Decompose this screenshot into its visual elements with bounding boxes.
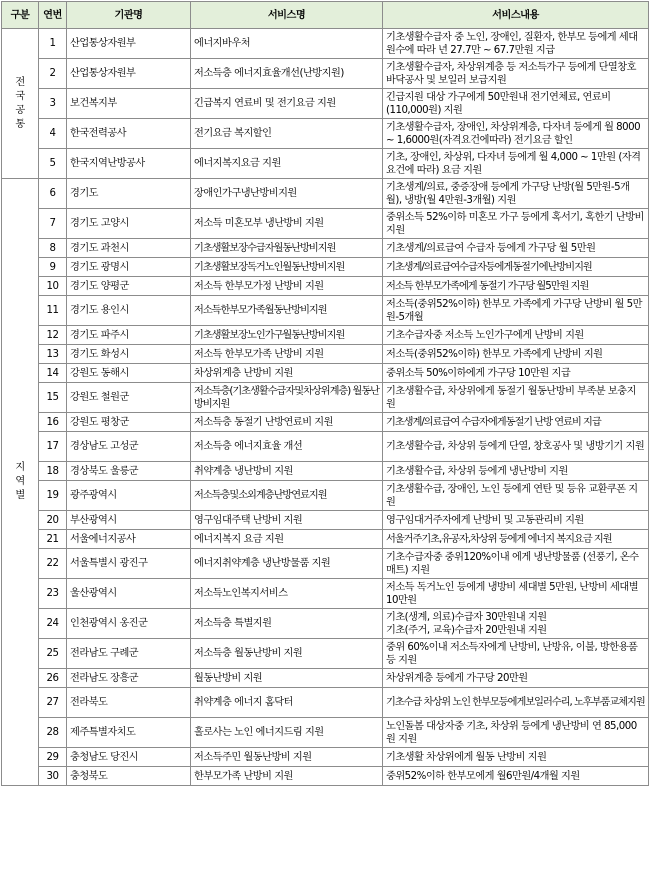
cell-content: 긴급지원 대상 가구에게 50만원내 전기연체료, 연료비(110,000원) 지원 (383, 89, 649, 119)
table-row (2, 530, 649, 549)
table-row (2, 29, 649, 59)
cell-service: 저소득층 동절기 난방연료비 지원 (191, 413, 383, 432)
cell-no: 26 (39, 669, 67, 688)
cell-service: 에너지취약계층 냉난방물품 지원 (191, 549, 383, 579)
cell-service: 기초생활보장독거노인월동난방비지원 (191, 258, 383, 277)
cell-no: 28 (39, 718, 67, 748)
service-table (1, 1, 649, 786)
table-body (2, 29, 649, 786)
cell-agency: 한국지역난방공사 (67, 149, 191, 179)
cell-agency: 충청남도 당진시 (67, 748, 191, 767)
cell-agency: 서울특별시 광진구 (67, 549, 191, 579)
table-row (2, 345, 649, 364)
cell-no: 12 (39, 326, 67, 345)
table-row (2, 119, 649, 149)
cell-service: 저소득층 에너지효율 개선 (191, 432, 383, 462)
cell-agency: 경기도 파주시 (67, 326, 191, 345)
cell-agency: 보건복지부 (67, 89, 191, 119)
header-service: 서비스명 (191, 2, 383, 29)
cell-no: 7 (39, 209, 67, 239)
table-row (2, 59, 649, 89)
cell-content: 기초생계/의료급여 수급자에게동절기 난방 연료비 지급 (383, 413, 649, 432)
cell-agency: 경기도 양평군 (67, 277, 191, 296)
cell-content: 중위소득 52%이하 미혼모 가구 등에게 혹서기, 혹한기 난방비 지원 (383, 209, 649, 239)
table-row (2, 767, 649, 786)
header-content: 서비스내용 (383, 2, 649, 29)
cell-service: 전기요금 복지할인 (191, 119, 383, 149)
cell-agency: 강원도 동해시 (67, 364, 191, 383)
cell-agency: 경기도 화성시 (67, 345, 191, 364)
table-row (2, 179, 649, 209)
header-row (2, 2, 649, 29)
cell-no: 8 (39, 239, 67, 258)
cell-content: 기초, 장애인, 차상위, 다자녀 등에게 월 4,000 ~ 1만원 (자격요건에 따라) 요금 지원 (383, 149, 649, 179)
cell-content: 중위 60%이내 저소득자에게 난방비, 난방유, 이불, 방한용품 등 지원 (383, 639, 649, 669)
cell-agency: 경기도 과천시 (67, 239, 191, 258)
cell-content: 영구임대거주자에게 난방비 및 고동관리비 지원 (383, 511, 649, 530)
table-row (2, 669, 649, 688)
cell-no: 25 (39, 639, 67, 669)
cell-content: 기초생활수급, 차상위 등에게 냉난방비 지원 (383, 462, 649, 481)
cell-content: 기초수급자중 중위120%이내 에게 냉난방물품 (선풍기, 온수매트) 지원 (383, 549, 649, 579)
cell-no: 22 (39, 549, 67, 579)
cell-no: 13 (39, 345, 67, 364)
cell-service: 저소득층 월동난방비 지원 (191, 639, 383, 669)
cell-service: 저소득 한부모가족 난방비 지원 (191, 345, 383, 364)
cell-service: 저소득층 특별지원 (191, 609, 383, 639)
cell-content: 기초수급 차상위 노인 한부모등에게보일러수리, 노후부품교체지원 (383, 688, 649, 718)
cell-content: 기초생계/의료급여수급자등에게동절기에난방비지원 (383, 258, 649, 277)
cell-service: 영구임대주택 난방비 지원 (191, 511, 383, 530)
table-row (2, 748, 649, 767)
cell-agency: 강원도 철원군 (67, 383, 191, 413)
cell-service: 저소득노인복지서비스 (191, 579, 383, 609)
table-row (2, 609, 649, 639)
table-row (2, 364, 649, 383)
cell-content: 저소득 독거노인 등에게 냉방비 세대별 5만원, 난방비 세대별 10만원 (383, 579, 649, 609)
cell-no: 4 (39, 119, 67, 149)
cell-service: 에너지복지요금 지원 (191, 149, 383, 179)
table-row (2, 481, 649, 511)
cell-service: 저소득주민 월동난방비 지원 (191, 748, 383, 767)
cell-content: 기초생활수급, 장애인, 노인 등에게 연탄 및 등유 교환쿠폰 지원 (383, 481, 649, 511)
cell-no: 1 (39, 29, 67, 59)
cell-no: 6 (39, 179, 67, 209)
cell-content: 기초(생계, 의료)수급자 30만원내 지원 기초(주거, 교육)수급자 20만원내 지원 (383, 609, 649, 639)
table-row (2, 149, 649, 179)
cell-agency: 경기도 고양시 (67, 209, 191, 239)
table-row (2, 511, 649, 530)
cell-agency: 충청북도 (67, 767, 191, 786)
cell-content: 노인돌봄 대상자중 기초, 차상위 등에게 냉난방비 연 85,000원 지원 (383, 718, 649, 748)
cell-agency: 제주특별자치도 (67, 718, 191, 748)
cell-service: 저소득층 에너지효율개선(난방지원) (191, 59, 383, 89)
cell-service: 장애인가구냉난방비지원 (191, 179, 383, 209)
cell-no: 14 (39, 364, 67, 383)
cell-service: 저소득층(기초생활수급자및차상위계층) 월동난방비지원 (191, 383, 383, 413)
cell-agency: 산업통상자원부 (67, 59, 191, 89)
group-national: 전국공통 (2, 29, 39, 179)
table-row (2, 277, 649, 296)
cell-content: 기초생활수급, 차상위에게 동절기 월동난방비 부족분 보충지원 (383, 383, 649, 413)
cell-service: 기초생활보장수급자월동난방비지원 (191, 239, 383, 258)
cell-service: 저소득층및소외계층난방연료지원 (191, 481, 383, 511)
cell-service: 기초생활보장노인가구월동난방비지원 (191, 326, 383, 345)
cell-no: 16 (39, 413, 67, 432)
cell-no: 17 (39, 432, 67, 462)
header-agency: 기관명 (67, 2, 191, 29)
cell-agency: 한국전력공사 (67, 119, 191, 149)
cell-service: 차상위계층 난방비 지원 (191, 364, 383, 383)
cell-no: 2 (39, 59, 67, 89)
cell-agency: 경상남도 고성군 (67, 432, 191, 462)
table-row (2, 462, 649, 481)
cell-no: 30 (39, 767, 67, 786)
cell-no: 11 (39, 296, 67, 326)
cell-no: 3 (39, 89, 67, 119)
cell-no: 9 (39, 258, 67, 277)
cell-no: 20 (39, 511, 67, 530)
table-row (2, 579, 649, 609)
cell-agency: 광주광역시 (67, 481, 191, 511)
cell-content: 기초수급자중 저소득 노인가구에게 난방비 지원 (383, 326, 649, 345)
cell-service: 월동난방비 지원 (191, 669, 383, 688)
cell-service: 저소득한부모가족월동난방비지원 (191, 296, 383, 326)
cell-no: 5 (39, 149, 67, 179)
table-row (2, 383, 649, 413)
cell-content: 기초생활수급, 차상위 등에게 단열, 창호공사 및 냉방기기 지원 (383, 432, 649, 462)
cell-agency: 경기도 광명시 (67, 258, 191, 277)
cell-service: 저소득 한부모가정 난방비 지원 (191, 277, 383, 296)
cell-content: 중위52%이하 한부모에게 월6만원/4개월 지원 (383, 767, 649, 786)
cell-agency: 전라남도 장흥군 (67, 669, 191, 688)
table-row (2, 688, 649, 718)
cell-service: 긴급복지 연료비 및 전기요금 지원 (191, 89, 383, 119)
cell-service: 에너지바우처 (191, 29, 383, 59)
cell-no: 18 (39, 462, 67, 481)
cell-service: 홀로사는 노인 에너지드림 지원 (191, 718, 383, 748)
cell-service: 취약계층 에너지 홈닥터 (191, 688, 383, 718)
cell-content: 기초생활수급자, 장애인, 차상위계층, 다자녀 등에게 월 8000 ~ 1,6000원(자격요건에따라) 전기요금 할인 (383, 119, 649, 149)
cell-agency: 강원도 평창군 (67, 413, 191, 432)
cell-content: 저소득 한부모가족에게 동절기 가구당 월5만원 지원 (383, 277, 649, 296)
table-row (2, 639, 649, 669)
cell-no: 29 (39, 748, 67, 767)
cell-service: 취약계층 냉난방비 지원 (191, 462, 383, 481)
table-row (2, 413, 649, 432)
cell-no: 24 (39, 609, 67, 639)
table-row (2, 258, 649, 277)
cell-agency: 산업통상자원부 (67, 29, 191, 59)
cell-service: 한부모가족 난방비 지원 (191, 767, 383, 786)
cell-agency: 경기도 용인시 (67, 296, 191, 326)
table-row (2, 209, 649, 239)
table-row (2, 89, 649, 119)
cell-content: 기초생계/의료, 중증장애 등에게 가구당 난방(월 5만원-5개월), 냉방(월 4만원-3개월) 지원 (383, 179, 649, 209)
cell-content: 기초생활수급자, 차상위계층 등 저소득가구 등에게 단열창호바닥공사 및 보일러 보급지원 (383, 59, 649, 89)
header-no: 연번 (39, 2, 67, 29)
cell-service: 저소득 미혼모부 냉난방비 지원 (191, 209, 383, 239)
cell-content: 기초생활수급자 중 노인, 장애인, 질환자, 한부모 등에게 세대원수에 따라 년 27.7만 ~ 67.7만원 지급 (383, 29, 649, 59)
cell-agency: 인천광역시 옹진군 (67, 609, 191, 639)
table-row (2, 239, 649, 258)
cell-no: 10 (39, 277, 67, 296)
cell-content: 기초생계/의료급여 수급자 등에게 가구당 월 5만원 (383, 239, 649, 258)
cell-content: 중위소득 50%이하에게 가구당 10만원 지급 (383, 364, 649, 383)
header-group: 구분 (2, 2, 39, 29)
table-row (2, 549, 649, 579)
cell-agency: 전라북도 (67, 688, 191, 718)
table-row (2, 296, 649, 326)
cell-content: 저소득(중위52%이하) 한부모 가족에게 난방비 지원 (383, 345, 649, 364)
cell-no: 15 (39, 383, 67, 413)
cell-agency: 경상북도 울릉군 (67, 462, 191, 481)
cell-no: 19 (39, 481, 67, 511)
cell-agency: 전라남도 구례군 (67, 639, 191, 669)
cell-no: 27 (39, 688, 67, 718)
cell-content: 기초생활 차상위에게 월동 난방비 지원 (383, 748, 649, 767)
cell-no: 21 (39, 530, 67, 549)
cell-content: 저소득(중위52%이하) 한부모 가족에게 가구당 난방비 월 5만원-5개월 (383, 296, 649, 326)
table-row (2, 432, 649, 462)
table-row (2, 718, 649, 748)
cell-agency: 부산광역시 (67, 511, 191, 530)
group-regional: 지역별 (2, 179, 39, 786)
cell-service: 에너지복지 요금 지원 (191, 530, 383, 549)
cell-agency: 서울에너지공사 (67, 530, 191, 549)
table-row (2, 326, 649, 345)
cell-no: 23 (39, 579, 67, 609)
cell-agency: 경기도 (67, 179, 191, 209)
cell-content: 서울거주기초,유공자,차상위 등에게 에너지 복지요금 지원 (383, 530, 649, 549)
cell-content: 차상위계층 등에게 가구당 20만원 (383, 669, 649, 688)
cell-agency: 울산광역시 (67, 579, 191, 609)
